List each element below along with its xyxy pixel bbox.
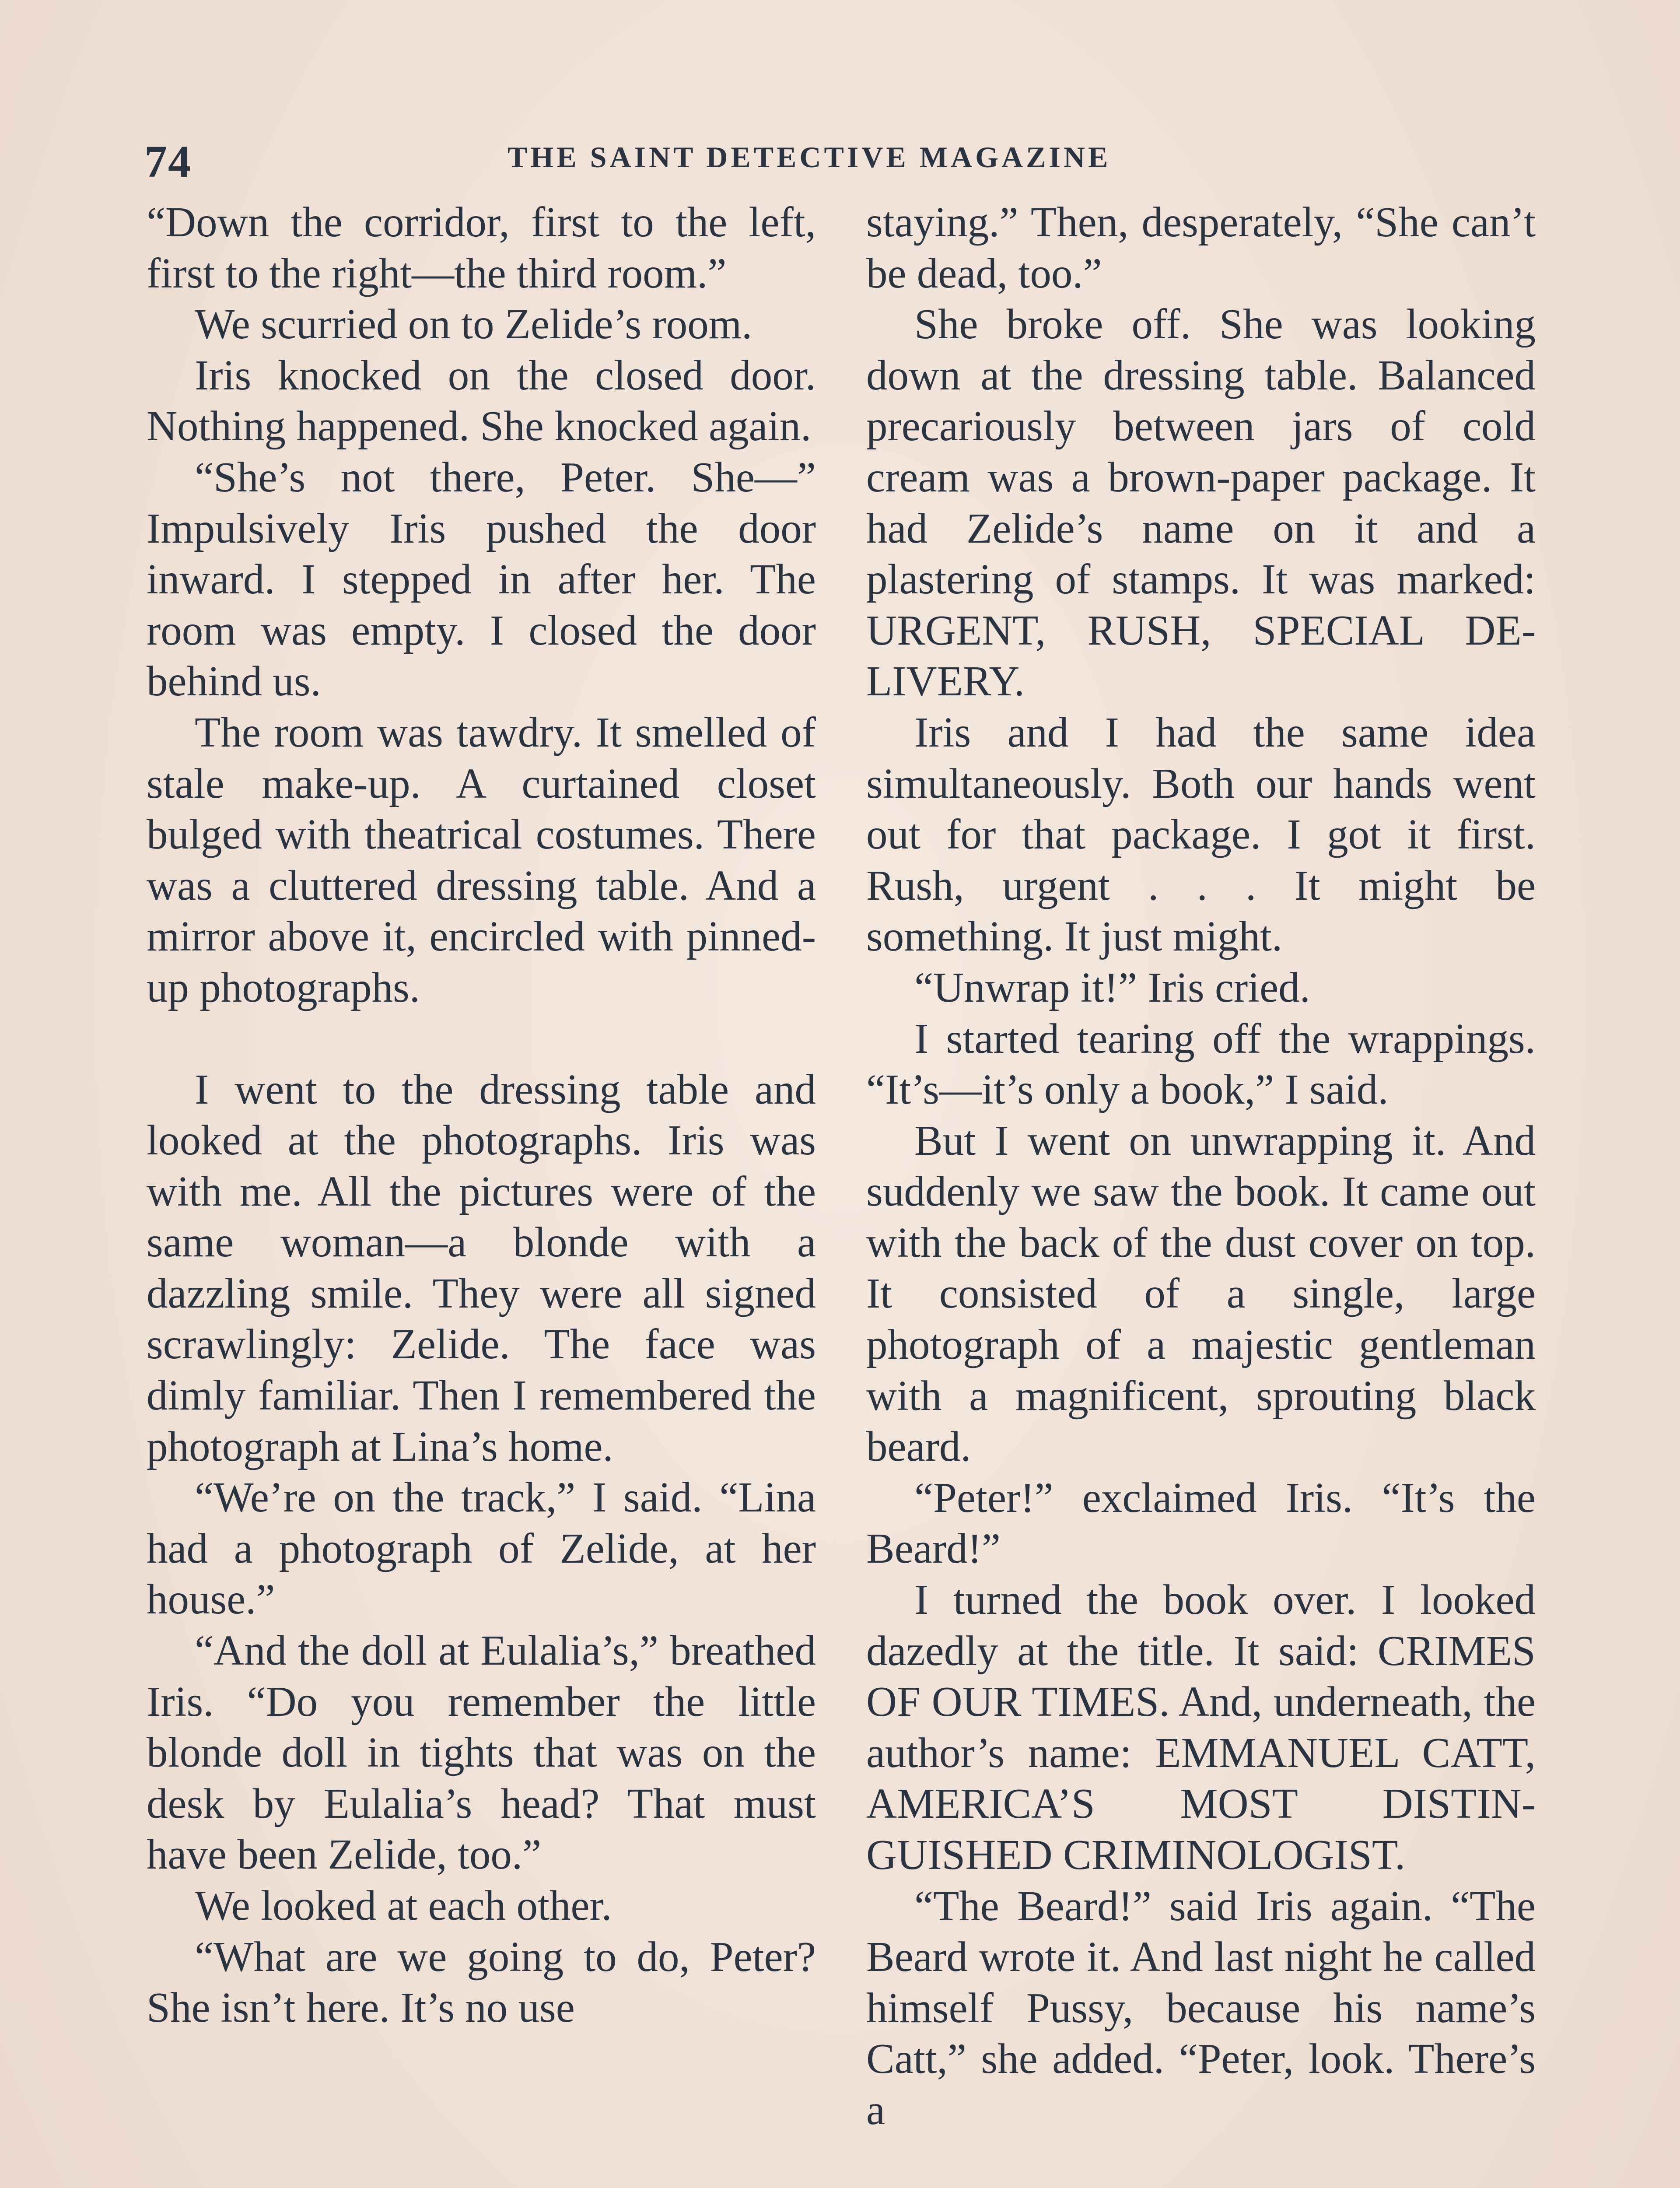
paragraph: staying.” Then, desperately, “She can’t be dead, too.”: [866, 199, 1536, 297]
running-head: THE SAINT DETECTIVE MAGAZINE: [508, 140, 1111, 174]
paragraph: I started tearing off the wrappings. “It’s—it’s only a book,” I said.: [866, 1015, 1536, 1113]
paragraph: Iris knocked on the closed door. Nothing happened. She knocked again.: [147, 351, 816, 450]
paragraph: I turned the book over. I looked dazedly at the title. It said: CRIMES OF OUR TIMES. And, underneath, the author’s name: EMMANUEL CATT, AMERICA’S MOST DISTINGUISHED CRIMINOLOGIST.: [866, 1576, 1536, 1878]
paragraph: Iris and I had the same idea simultaneously. Both our hands went out for that package. I got it first. Rush, urgent . . . It might be something. It just might.: [866, 708, 1536, 960]
paragraph: “And the doll at Eulalia’s,” breathed Iris. “Do you remember the little blonde doll in tights that was on the desk by Eulalia’s head? That must have been Zelide, too.”: [147, 1627, 816, 1878]
paragraph: But I went on unwrapping it. And suddenly we saw the book. It came out with the back of the dust cover on top. It consisted of a single, large photograph of a majestic gentleman with a magnificent, sprouting black beard.: [866, 1117, 1536, 1470]
right-column: [866, 197, 1536, 2136]
page-header: [144, 131, 1544, 188]
paragraph: “She’s not there, Peter. She—” Impulsively Iris pushed the door inward. I stepped in after her. The room was empty. I closed the door behind us.: [147, 453, 816, 705]
page-number: 74: [144, 137, 192, 187]
paragraph: She broke off. She was looking down at the dressing table. Balanced precariously between jars of cold cream was a brown-paper package. It had Zelide’s name on it and a plastering of stamps. It was marked: URGENT, RUSH, SPECIAL DELIVERY.: [866, 301, 1536, 705]
paragraph: “We’re on the track,” I said. “Lina had a photograph of Zelide, at her house.”: [147, 1474, 816, 1623]
paragraph: The room was tawdry. It smelled of stale make-up. A curtained closet bulged with theatrical costumes. There was a cluttered dressing table. And a mirror above it, encircled with pinned-up photographs.: [147, 708, 816, 1011]
paragraph: We scurried on to Zelide’s room.: [195, 301, 752, 348]
paragraph: We looked at each other.: [195, 1882, 612, 1929]
left-column: [147, 197, 816, 2034]
paragraph: I went to the dressing table and looked at the photographs. Iris was with me. All the pictures were of the same woman—a blonde with a dazzling smile. They were all signed scrawlingly: Zelide. The face was dimly familiar. Then I remembered the photograph at Lina’s home.: [147, 1066, 816, 1470]
paragraph: “Unwrap it!” Iris cried.: [914, 964, 1310, 1011]
paragraph: “The Beard!” said Iris again. “The Beard wrote it. And last night he called himself Pussy, because his name’s Catt,” she added. “Peter, look. There’s a: [866, 1882, 1536, 2133]
paragraph: “Peter!” exclaimed Iris. “It’s the Beard!”: [866, 1474, 1536, 1572]
paragraph: “What are we going to do, Peter? She isn’t here. It’s no use: [147, 1933, 816, 2031]
paragraph: “Down the corridor, first to the left, first to the right—the third room.”: [147, 199, 816, 297]
